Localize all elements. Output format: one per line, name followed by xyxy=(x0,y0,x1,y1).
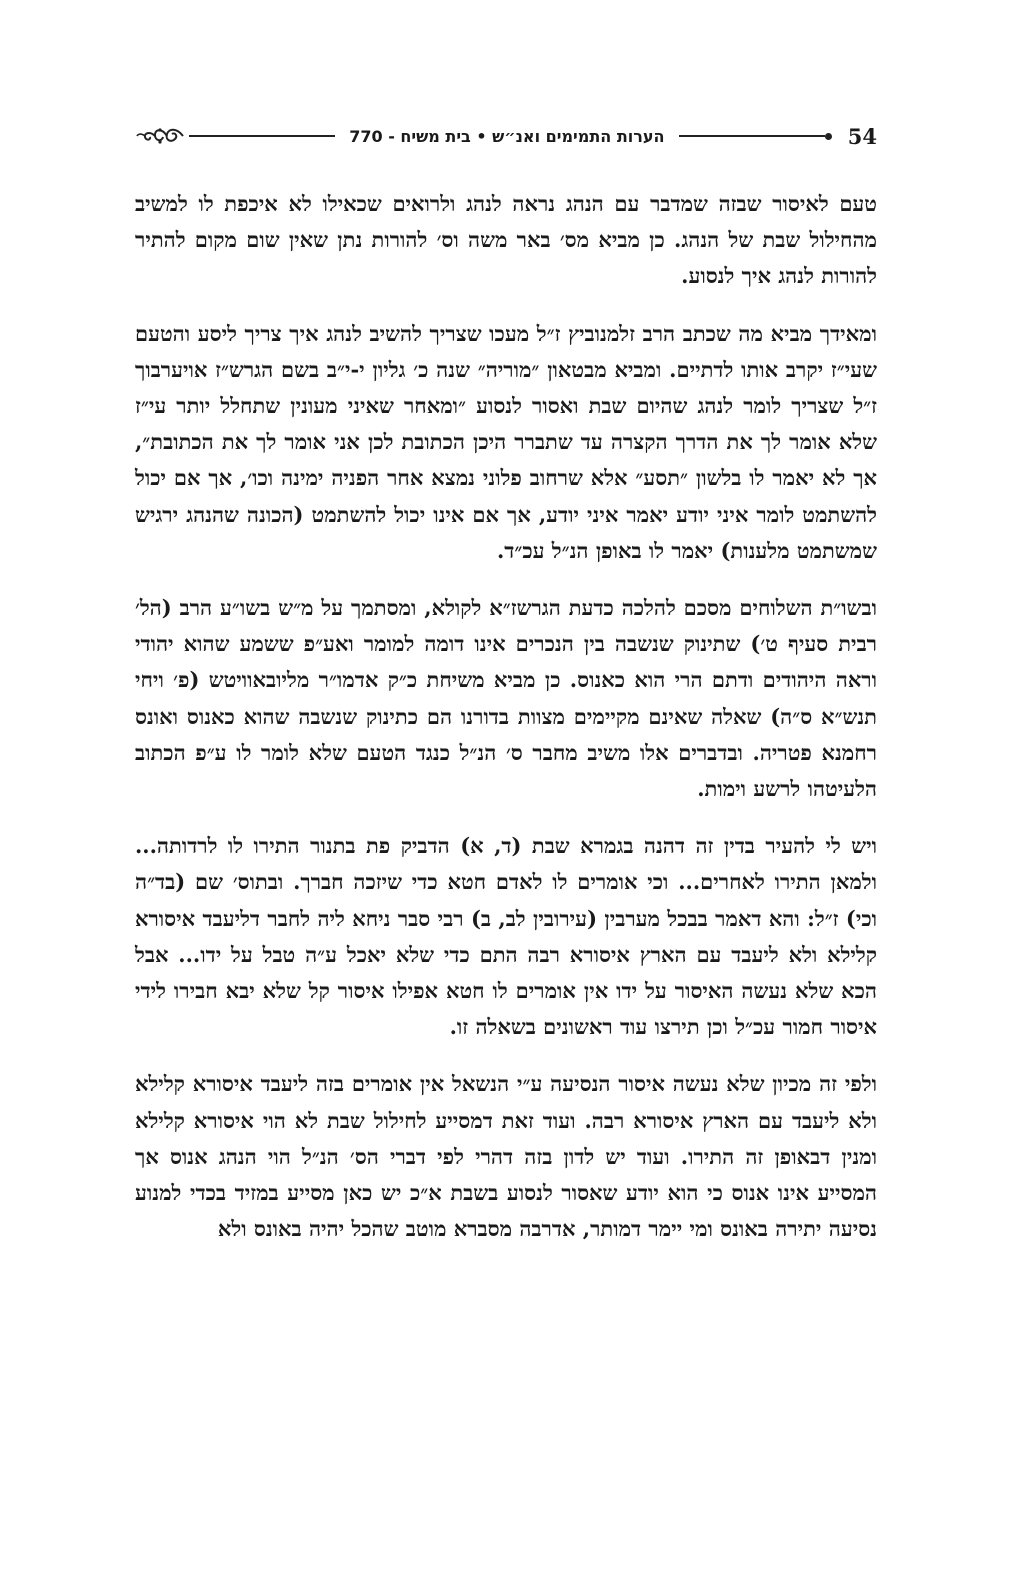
paragraph-4: ויש לי להעיר בדין זה דהנה בגמרא שבת (ד, א) הדביק פת בתנור התירו לו לרדותה... ולמאן התירו לאחרים... וכי אומרים לו לאדם חטא כדי שיזכה חברך. ובתוס׳ שם (בד״ה וכי) ז״ל: והא דאמר בבכל מערבין (עירובין לב, ב) רבי סבר ניחא ליה לחבר דליעבד איסורא קלילא ולא ליעבד עם הארץ איסורא רבה התם כדי שלא יאכל ע״ה טבל על ידו... אבל הכא שלא נעשה האיסור על ידו אין אומרים לו חטא אפילו איסור קל שלא יבא חבירו לידי איסור חמור עכ״ל וכן תירצו עוד ראשונים בשאלה זו. xyxy=(135,833,877,1040)
header-rule-left xyxy=(189,135,335,137)
running-header-title: הערות התמימים ואנ״ש • בית משיח - 770 xyxy=(349,126,665,146)
header-dot xyxy=(825,133,832,140)
page-number: 54 xyxy=(847,123,878,149)
paragraph-5: ולפי זה מכיון שלא נעשה איסור הנסיעה ע״י הנשאל אין אומרים בזה ליעבד איסורא קלילא ולא ליעבד עם הארץ איסורא רבה. ועוד זאת דמסייע לחילול שבת לא הוי איסורא קלילא ומנין דבאופן זה התירו. ועוד יש לדון בזה דהרי לפי דברי הס׳ הנ״ל הוי הנהג אנוס אך המסייע אינו אנוס כי הוא יודע שאסור לנסוע בשבת א״כ יש כאן מסייע במזיד בכדי למנוע נסיעה יתירה באונס ומי יימר דמותר, אדרבה מסברא מוטב שהכל יהיה באונס ולא xyxy=(135,1071,877,1242)
paragraph-2: ומאידך מביא מה שכתב הרב זלמנוביץ ז״ל מעכו שצריך להשיב לנהג איך צריך ליסע והטעם שעי״ז יקרב אותו לדתיים. ומביא מבטאון ״מוריה״ שנה כ׳ גליון י-י״ב בשם הגרש״ז אויערבוך ז״ל שצריך לומר לנהג שהיום שבת ואסור לנסוע ״ומאחר שאיני מעונין שתחלל יותר עי״ז שלא אומר לך את הדרך הקצרה עד שתברר היכן הכתובת לכן אני אומר לך את הכתובת״, אך לא יאמר לו בלשון ״תסע״ אלא שרחוב פלוני נמצא אחר הפניה ימינה וכו׳, אך אם יכול להשתמט לומר איני יודע יאמר איני יודע, אך אם אינו יכול להשתמט (הכונה שהנהג ירגיש שמשתמט מלענות) יאמר לו באופן הנ״ל עכ״ד. xyxy=(135,320,877,563)
paragraph-3: ובשו״ת השלוחים מסכם להלכה כדעת הגרשז״א לקולא, ומסתמך על מ״ש בשו״ע הרב (הל׳ רבית סעיף ט׳) שתינוק שנשבה בין הנכרים אינו דומה למומר ואע״פ ששמע שהוא יהודי וראה היהודים ודתם הרי הוא כאנוס. כן מביא משיחת כ״ק אדמו״ר מליובאוויטש (פ׳ ויחי תנש״א ס״ה) שאלה שאינם מקיימים מצוות בדורנו הם כתינוק שנשבה שהוא כאנוס ואונס רחמנא פטריה. ובדברים אלו משיב מחבר ס׳ הנ״ל כנגד הטעם שלא לומר לו ע״פ הכתוב הלעיטהו לרשע וימות. xyxy=(135,595,878,802)
header-rule-right xyxy=(679,135,825,137)
running-header xyxy=(135,116,877,156)
floral-ornament-icon xyxy=(135,124,185,148)
body-text xyxy=(135,186,877,1268)
paragraph-1: טעם לאיסור שבזה שמדבר עם הנהג נראה לנהג ולרואים שכאילו לא איכפת לו למשיב מהחילול שבת של הנהג. כן מביא מס׳ באר משה וס׳ להורות נתן שאין שום מקום להתיר להורות לנהג איך לנסוע. xyxy=(135,191,877,289)
